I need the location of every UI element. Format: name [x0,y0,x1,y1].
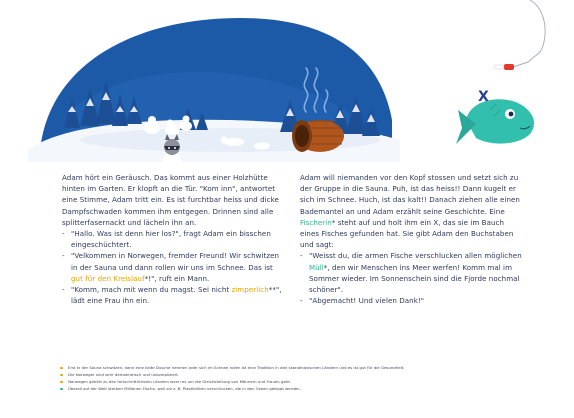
left-dialogue-1: - "Hallo. Was ist denn hier los?", fragt Adam ein bisschen eingeschüchtert. [62,228,286,250]
left-paragraph: Adam hört ein Geräusch. Das kommt aus einer Holzhütte hinten im Garten. Er klopft an die Tür. "Kom inn", antwortet eine Stimme, Adam tritt ein. Es ist furchtbar heiss und dicke Dampfschwaden kommen ihm entgegen. Drinnen sind alle splitterfasernackt und lächeln ihn an. [62,173,279,227]
right-dialogue-1-end: *, den wir Menschen ins Meer werfen! Komm mal im Sommer wieder. Im Sonnenschein sind die Fjorde nochmal schöner". [309,262,520,295]
right-paragraph-text: Adam will niemanden vor den Kopf stossen und setzt sich zu der Gruppe in die Sauna. Puh, ist das heiss!! Dann kugelt er sich im Schnee. Huch, ist das kalt!! Danach ziehen alle einen Bademantel an und Adam erzählt seine Geschichte. Eine [300,173,520,216]
left-dialogue-3-end: **", lädt eine Frau ihn ein. [71,285,282,306]
fishing-float [494,64,514,70]
left-dialogue-2 [62,250,286,284]
highlight-kreislauf: gut für den Kreislauf [71,273,145,283]
right-column [300,172,522,306]
highlight-zimperlich: zimperlich [231,285,269,295]
sauna-hut [292,120,344,152]
illustration [0,0,574,170]
fish-with-x [456,99,534,144]
right-paragraph-end: * steht auf und holt ihm ein X, das sie im Bauch eines Fisches gefunden hat. Sie gibt Adam den Buchstaben und sagt: [300,217,514,250]
left-dialogue-3 [62,284,286,306]
right-dialogue-1 [300,250,522,295]
footnote: Überall auf der Welt sterben Millionen Fische, weil sie z. B. Plastiktüten verschlucken, die in den Ozean gekippt werden. [60,385,520,392]
footnotes [60,364,520,392]
adam-raccoon [163,134,181,168]
left-dialogue-2-end: *!", ruft ein Mann. [144,273,210,283]
footnote: Erst in der Sauna schwitzen, dann eine kalte Dusche nehmen oder sich im Schnee rollen ist eine Tradition in den skandinavischen Ländern und es ist gut für die Gesundheit. [60,364,520,371]
left-dialogue-2-text: "Velkommen in Norwegen, fremder Freund! Wir schwitzen in der Sauna und dann rollen wir uns im Schnee. Das ist [71,251,280,272]
right-dialogue-1-text: "Weisst du, die armen Fische verschlucken allen möglichen [309,251,522,261]
right-paragraph [300,172,522,250]
highlight-fischerin: Fischerin [300,217,332,227]
letter-x-icon: X [478,89,489,105]
right-dialogue-2: - "Abgemacht! Und vielen Dank!" [300,295,522,306]
left-dialogue-3-text: "Komm, mach mit wenn du magst. Sei nicht [71,285,232,295]
fishing-line [510,0,545,68]
footnote: Norwegen gehört zu den fortschrittlichsten Ländern wenn es um die Gleichstellung von Männern und Frauen geht. [60,378,520,385]
footnote: Die Norweger sind sehr demokratisch und unkompliziert. [60,371,520,378]
left-column [62,172,286,306]
highlight-muell: Müll [309,262,324,272]
